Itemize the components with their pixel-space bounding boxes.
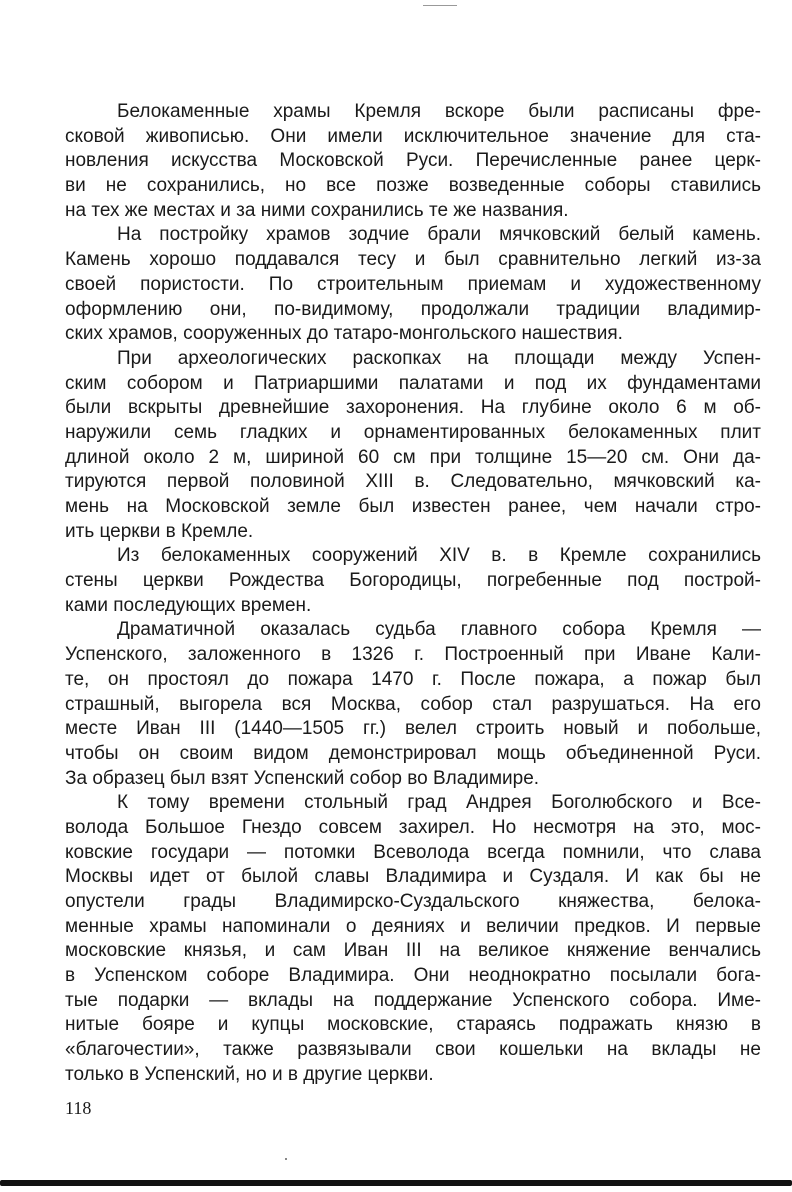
text-line: менные храмы напоминали о деяниях и величии предков. И первые <box>65 915 761 937</box>
paragraph <box>65 544 761 618</box>
text-line: своей пористости. По строительным приемам и художественному <box>65 273 761 295</box>
text-line: тируются первой половиной XIII в. Следовательно, мячковский ка- <box>65 471 761 493</box>
text-line: мень на Московской земле был известен ранее, чем начали стро- <box>65 496 761 517</box>
text-line: новления искусства Московской Руси. Перечисленные ранее церк- <box>65 150 761 172</box>
text-line: ским собором и Патриаршими палатами и под их фундаментами <box>65 372 761 394</box>
text-line: Москвы идет от былой славы Владимира и Суздаля. И как бы не <box>65 866 761 888</box>
text-line: Белокаменные храмы Кремля вскоре были расписаны фре- <box>117 101 761 122</box>
text-line: стены церкви Рождества Богородицы, погребенные под построй- <box>65 570 761 592</box>
text-line: опустели грады Владимирско-Суздальского княжества, белока- <box>65 891 761 912</box>
text-line: Из белокаменных сооружений XIV в. в Кремле сохранились <box>117 545 761 567</box>
text-line: тые подарки — вклады на поддержание Успенского собора. Име- <box>65 989 761 1011</box>
page-edge-shadow <box>0 1180 792 1186</box>
text-line: ви не сохранились, но все позже возведенные соборы ставились <box>65 175 761 197</box>
text-line: в Успенском соборе Владимира. Они неоднократно посылали бога- <box>65 965 761 987</box>
text-line: ских храмов, сооруженных до татаро-монгольского нашествия. <box>65 323 623 345</box>
text-line: ковские государи — потомки Всеволода всегда помнили, что слава <box>65 841 761 863</box>
text-line: месте Иван III (1440—1505 гг.) велел строить новый и побольше, <box>65 718 761 740</box>
text-line: оформлению они, по-видимому, продолжали традиции владимир- <box>65 298 761 320</box>
text-line: За образец был взят Успенский собор во Владимире. <box>65 767 540 789</box>
paragraph <box>65 618 761 791</box>
text-line: страшный, выгорела вся Москва, собор стал разрушаться. На его <box>65 693 761 715</box>
text-line: Камень хорошо поддавался тесу и был сравнительно легкий из-за <box>65 249 761 271</box>
text-line: «благочестии», также развязывали свои кошельки на вклады не <box>65 1039 761 1061</box>
text-line: При археологических раскопках на площади между Успен- <box>117 347 761 369</box>
text-line: те, он простоял до пожара 1470 г. После пожара, а пожар был <box>65 668 761 690</box>
text-line: Драматичной оказалась судьба главного собора Кремля — <box>117 619 761 641</box>
paragraph <box>65 791 761 1087</box>
text-line: сковой живописью. Они имели исключительное значение для ста- <box>65 125 761 147</box>
text-line: волода Большое Гнездо совсем захирел. Но несмотря на это, мос- <box>65 816 761 838</box>
text-line: длиной около 2 м, шириной 60 см при толщине 15—20 см. Они да- <box>65 446 761 468</box>
text-line: ить церкви в Кремле. <box>65 520 254 542</box>
scan-mark <box>423 5 457 6</box>
paragraph <box>65 223 761 346</box>
text-line: нитые бояре и купцы московские, стараясь подражать князю в <box>65 1014 761 1036</box>
text-line: на тех же местах и за ними сохранились те же названия. <box>65 199 569 221</box>
text-line: наружили семь гладких и орнаментированных белокаменных плит <box>65 421 761 443</box>
text-line: Успенского, заложенного в 1326 г. Построенный при Иване Кали- <box>65 644 761 666</box>
page-number: 118 <box>65 1098 92 1118</box>
paragraph <box>65 100 761 223</box>
text-line: были вскрыты древнейшие захоронения. На глубине около 6 м об- <box>65 397 761 419</box>
text-line: На постройку храмов зодчие брали мячковский белый камень. <box>117 224 761 246</box>
body-text <box>65 100 761 1088</box>
scan-speck <box>285 1158 287 1160</box>
text-line: только в Успенский, но и в другие церкви. <box>65 1063 434 1085</box>
text-line: К тому времени стольный град Андрея Боголюбского и Все- <box>117 792 761 814</box>
text-line: московские князья, и сам Иван III на великое княжение венчались <box>65 940 761 962</box>
text-line: ками последующих времен. <box>65 594 312 616</box>
paragraph <box>65 347 761 545</box>
text-line: чтобы он своим видом демонстрировал мощь объединенной Руси. <box>65 742 761 764</box>
